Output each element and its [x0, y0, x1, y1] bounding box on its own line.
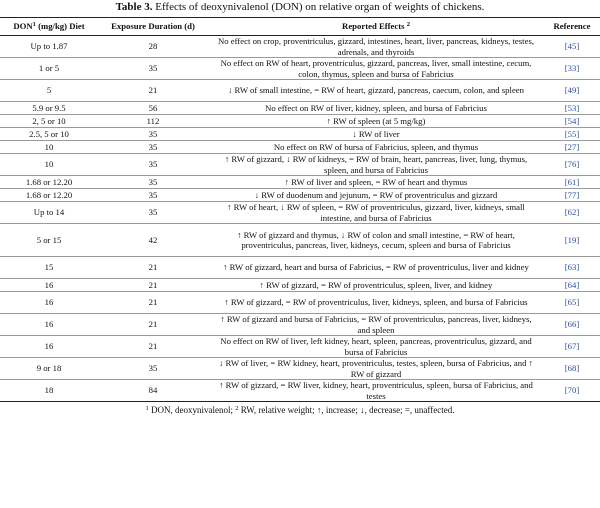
cell-effect: No effect on crop, proventriculus, gizzard, intestines, heart, liver, pancreas, kidneys, testes, adrenals, and thyroids	[208, 36, 544, 58]
cell-duration: 21	[98, 80, 208, 102]
cell-duration: 35	[98, 141, 208, 154]
cell-diet: 15	[0, 257, 98, 279]
cell-duration: 112	[98, 115, 208, 128]
cell-effect: ↑ RW of spleen (at 5 mg/kg)	[208, 115, 544, 128]
cell-diet: 5	[0, 80, 98, 102]
cell-effect: ↑ RW of gizzard, ↓ RW of kidneys, = RW of brain, heart, pancreas, liver, lung, thymus, spleen, and bursa of Fabricius	[208, 154, 544, 176]
table-body	[0, 36, 600, 402]
cell-diet: 5 or 15	[0, 224, 98, 257]
cell-duration: 42	[98, 224, 208, 257]
cell-effect: ↑ RW of gizzard, = RW liver, kidney, heart, proventriculus, spleen, bursa of Fabricius, and testes	[208, 380, 544, 402]
cell-effect: No effect on RW of liver, kidney, spleen, and bursa of Fabricius	[208, 102, 544, 115]
caption-label: Table 3.	[115, 1, 153, 13]
cell-duration: 21	[98, 257, 208, 279]
cell-effect: ↓ RW of small intestine, = RW of heart, gizzard, pancreas, caecum, colon, and spleen	[208, 80, 544, 102]
cell-effect: ↓ RW of liver, = RW kidney, heart, proventriculus, testes, spleen, bursa of Fabricius, and ↑ RW of gizzard	[208, 358, 544, 380]
cell-reference[interactable]: [45]	[544, 36, 600, 58]
cell-reference[interactable]: [64]	[544, 279, 600, 292]
cell-duration: 35	[98, 358, 208, 380]
cell-diet: 2, 5 or 10	[0, 115, 98, 128]
cell-reference[interactable]: [66]	[544, 314, 600, 336]
cell-diet: Up to 14	[0, 202, 98, 224]
header-reference: Reference	[544, 18, 600, 36]
table-row	[0, 154, 600, 176]
cell-diet: 16	[0, 336, 98, 358]
table-row	[0, 176, 600, 189]
table-row	[0, 36, 600, 58]
cell-effect: ↑ RW of gizzard and thymus, ↓ RW of colon and small intestine, = RW of heart, proventriculus, pancreas, liver, kidneys, cecum, spleen and bursa of Fabricius	[208, 224, 544, 257]
cell-duration: 35	[98, 58, 208, 80]
table-row	[0, 292, 600, 314]
header-row	[0, 18, 600, 36]
cell-duration: 21	[98, 292, 208, 314]
caption-text: Effects of deoxynivalenol (DON) on relative organ of weights of chickens.	[155, 1, 485, 13]
cell-duration: 56	[98, 102, 208, 115]
cell-duration: 35	[98, 176, 208, 189]
table-row	[0, 336, 600, 358]
table-row	[0, 80, 600, 102]
table-row	[0, 224, 600, 257]
table-row	[0, 279, 600, 292]
table-row	[0, 257, 600, 279]
table-row	[0, 358, 600, 380]
header-effects: Reported Effects $^2$	[208, 18, 544, 36]
cell-diet: 10	[0, 141, 98, 154]
table-row	[0, 202, 600, 224]
cell-reference[interactable]: [54]	[544, 115, 600, 128]
header-duration: Exposure Duration (d)	[98, 18, 208, 36]
table-row	[0, 58, 600, 80]
cell-diet: 16	[0, 279, 98, 292]
table-footnote: $^1$ DON, deoxynivalenol; $^2$ RW, relative weight; ↑, increase; ↓, decrease; =, unaffected.	[145, 405, 455, 415]
cell-diet: 2.5, 5 or 10	[0, 128, 98, 141]
cell-reference[interactable]: [33]	[544, 58, 600, 80]
cell-diet: 1.68 or 12.20	[0, 189, 98, 202]
cell-effect: ↓ RW of liver	[208, 128, 544, 141]
cell-reference[interactable]: [27]	[544, 141, 600, 154]
header-diet: DON$^1$ (mg/kg) Diet	[0, 18, 98, 36]
table-row	[0, 141, 600, 154]
cell-effect: ↓ RW of duodenum and jejunum, = RW of proventriculus and gizzard	[208, 189, 544, 202]
cell-effect: ↑ RW of gizzard, = RW of proventriculus, liver, kidneys, spleen, and bursa of Fabricius	[208, 292, 544, 314]
cell-duration: 21	[98, 314, 208, 336]
cell-duration: 84	[98, 380, 208, 402]
cell-reference[interactable]: [49]	[544, 80, 600, 102]
cell-effect: No effect on RW of bursa of Fabricius, spleen, and thymus	[208, 141, 544, 154]
cell-diet: 1 or 5	[0, 58, 98, 80]
table-row	[0, 380, 600, 402]
cell-reference[interactable]: [68]	[544, 358, 600, 380]
cell-effect: ↑ RW of gizzard and bursa of Fabricius, = RW of proventriculus, pancreas, liver, kidneys, and spleen	[208, 314, 544, 336]
table-row	[0, 189, 600, 202]
cell-reference[interactable]: [63]	[544, 257, 600, 279]
cell-reference[interactable]: [61]	[544, 176, 600, 189]
don-effects-table	[0, 17, 600, 402]
cell-effect: ↑ RW of gizzard, heart and bursa of Fabricius, = RW of proventriculus, liver and kidney	[208, 257, 544, 279]
cell-duration: 21	[98, 336, 208, 358]
table-row	[0, 115, 600, 128]
cell-diet: 16	[0, 314, 98, 336]
cell-diet: 18	[0, 380, 98, 402]
table-row	[0, 128, 600, 141]
cell-effect: ↑ RW of heart, ↓ RW of spleen, = RW of proventriculus, gizzard, liver, kidneys, small intestine, and bursa of Fabricius	[208, 202, 544, 224]
cell-reference[interactable]: [53]	[544, 102, 600, 115]
cell-diet: 1.68 or 12.20	[0, 176, 98, 189]
cell-effect: ↑ RW of liver and spleen, = RW of heart and thymus	[208, 176, 544, 189]
cell-duration: 28	[98, 36, 208, 58]
cell-reference[interactable]: [67]	[544, 336, 600, 358]
cell-reference[interactable]: [62]	[544, 202, 600, 224]
cell-duration: 35	[98, 128, 208, 141]
cell-reference[interactable]: [19]	[544, 224, 600, 257]
cell-reference[interactable]: [65]	[544, 292, 600, 314]
cell-diet: 9 or 18	[0, 358, 98, 380]
cell-diet: 5.9 or 9.5	[0, 102, 98, 115]
cell-reference[interactable]: [77]	[544, 189, 600, 202]
cell-reference[interactable]: [70]	[544, 380, 600, 402]
cell-duration: 35	[98, 189, 208, 202]
cell-effect: No effect on RW of liver, left kidney, heart, spleen, pancreas, proventriculus, gizzard, and bursa of Fabricius	[208, 336, 544, 358]
cell-diet: 10	[0, 154, 98, 176]
table-caption	[0, 0, 600, 17]
cell-duration: 21	[98, 279, 208, 292]
cell-duration: 35	[98, 202, 208, 224]
cell-diet: 16	[0, 292, 98, 314]
table-row	[0, 314, 600, 336]
table-row	[0, 102, 600, 115]
cell-duration: 35	[98, 154, 208, 176]
cell-reference[interactable]: [55]	[544, 128, 600, 141]
cell-effect: ↑ RW of gizzard, = RW of proventriculus, spleen, liver, and kidney	[208, 279, 544, 292]
cell-effect: No effect on RW of heart, proventriculus, gizzard, pancreas, liver, small intestine, cecum, colon, thymus, spleen and bursa of Fabricius	[208, 58, 544, 80]
cell-diet: Up to 1.87	[0, 36, 98, 58]
cell-reference[interactable]: [76]	[544, 154, 600, 176]
